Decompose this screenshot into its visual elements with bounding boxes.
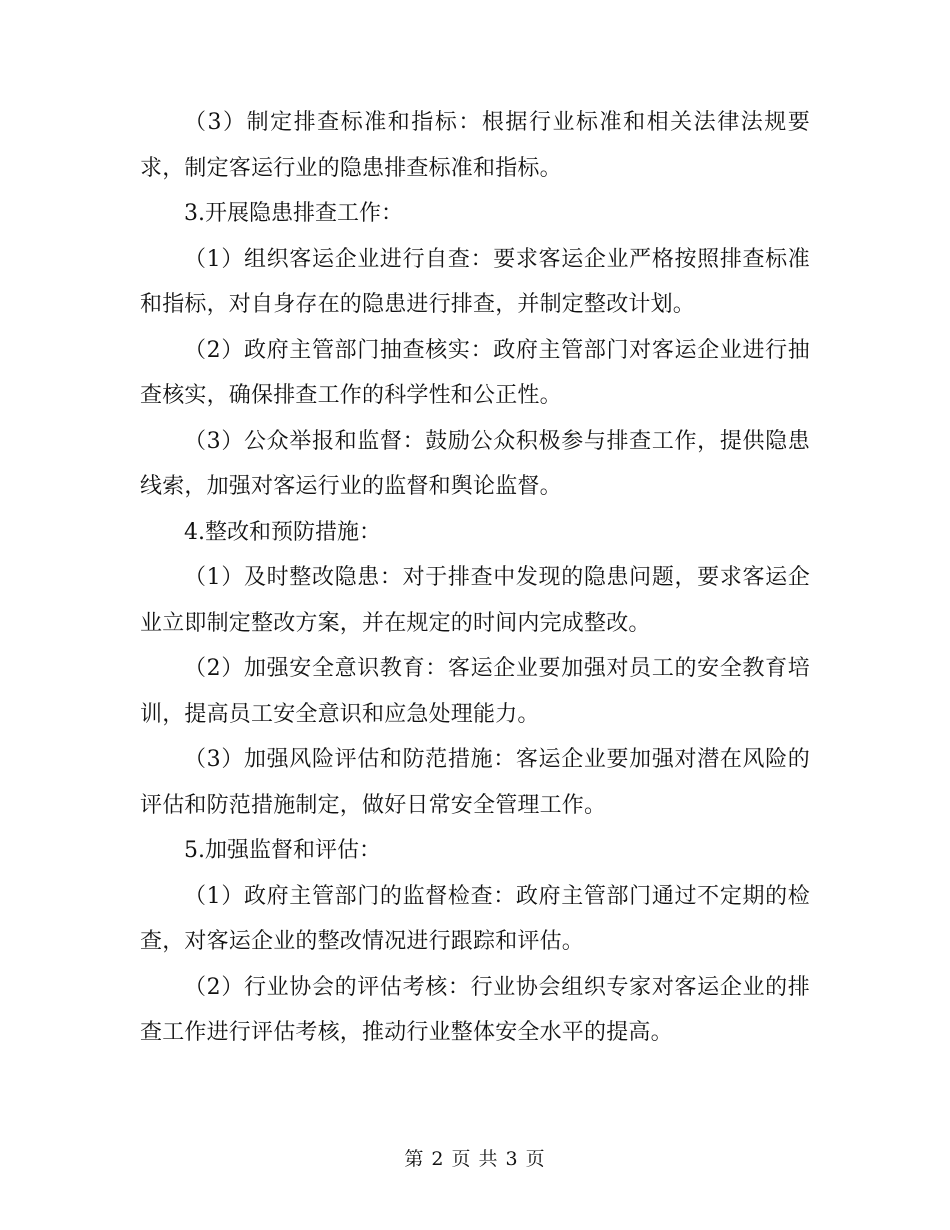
paragraph-5-1: （1）政府主管部门的监督检查：政府主管部门通过不定期的检查，对客运企业的整改情况进行跟踪和评估。: [140, 883, 810, 954]
paragraph-3-1: （1）组织客运企业进行自查：要求客运企业严格按照排查标准和指标，对自身存在的隐患进行排查，并制定整改计划。: [140, 246, 810, 317]
document-body: [140, 100, 810, 1056]
section-heading-5: 5.加强监督和评估：: [184, 838, 381, 863]
paragraph-5-2: （2）行业协会的评估考核：行业协会组织专家对客运企业的排查工作进行评估考核，推动行业整体安全水平的提高。: [140, 974, 810, 1045]
paragraph-4-2: （2）加强安全意识教育：客运企业要加强对员工的安全教育培训，提高员工安全意识和应急处理能力。: [140, 656, 810, 727]
paragraph-3-3: （3）制定排查标准和指标：根据行业标准和相关法律法规要求，制定客运行业的隐患排查标准和指标。: [140, 110, 810, 181]
paragraph-4-1: （1）及时整改隐患：对于排查中发现的隐患问题，要求客运企业立即制定整改方案，并在规定的时间内完成整改。: [140, 565, 810, 636]
page-footer: [0, 1146, 950, 1172]
page-number-label: 第 2 页 共 3 页: [404, 1148, 546, 1170]
paragraph-3-2: （2）政府主管部门抽查核实：政府主管部门对客运企业进行抽查核实，确保排查工作的科学性和公正性。: [140, 337, 810, 408]
section-heading-3: 3.开展隐患排查工作：: [184, 201, 403, 226]
paragraph-3-3b: （3）公众举报和监督：鼓励公众积极参与排查工作，提供隐患线索，加强对客运行业的监督和舆论监督。: [140, 428, 810, 499]
paragraph-4-3: （3）加强风险评估和防范措施：客运企业要加强对潜在风险的评估和防范措施制定，做好日常安全管理工作。: [140, 747, 810, 818]
section-heading-4: 4.整改和预防措施：: [184, 519, 381, 545]
